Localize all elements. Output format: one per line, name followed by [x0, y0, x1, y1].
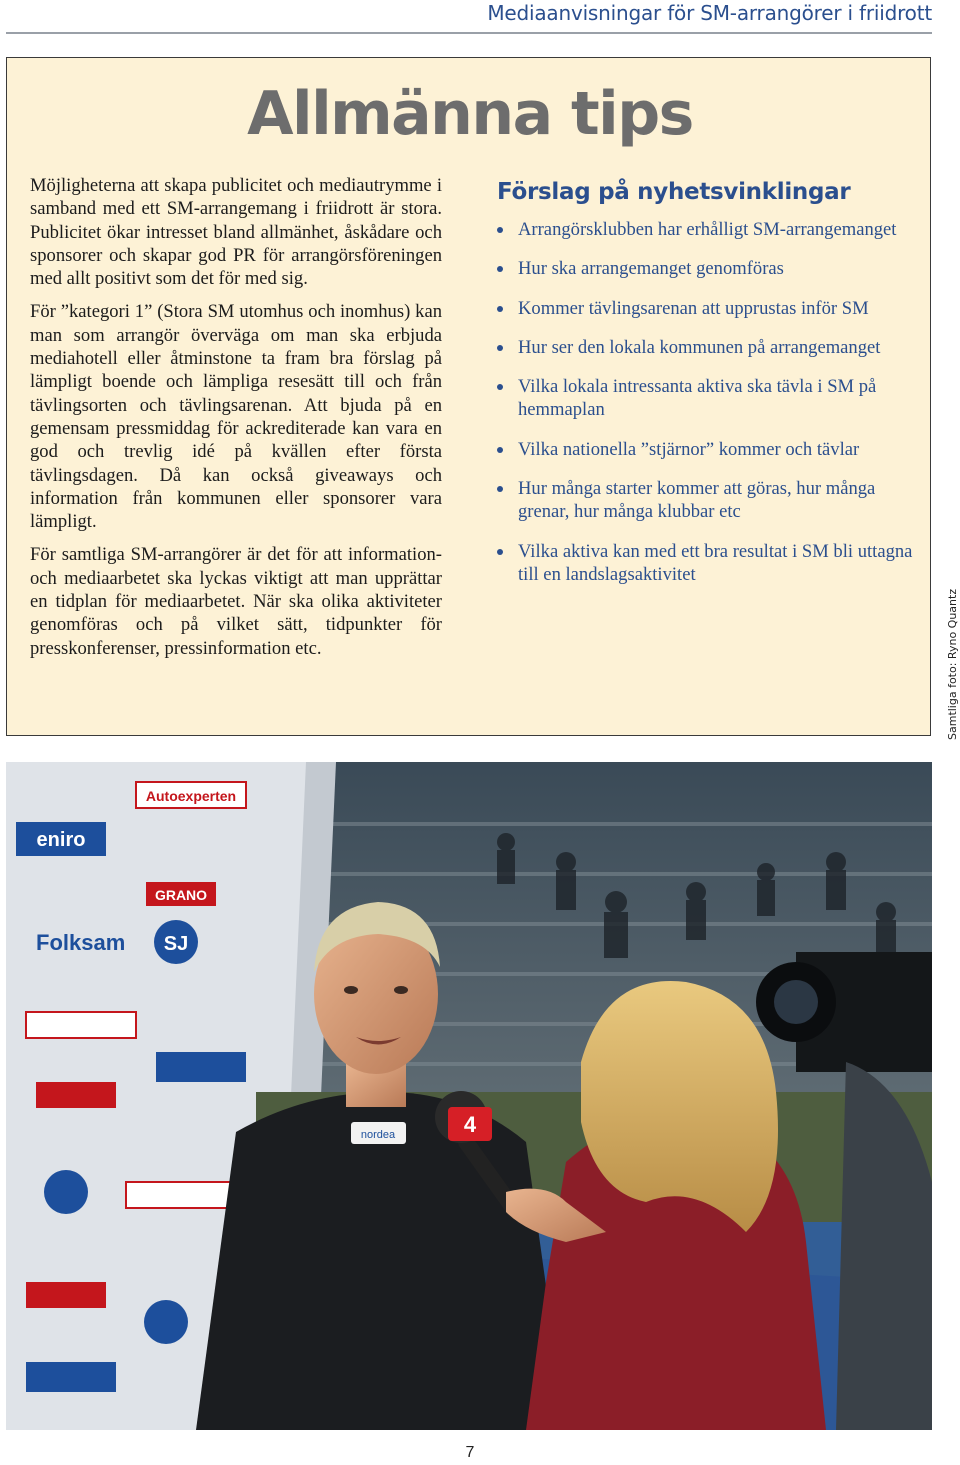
- bullet-icon: [497, 227, 503, 233]
- list-item: [497, 438, 917, 461]
- list-item-text: Hur många starter kommer att göras, hur många grenar, hur många klubbar etc: [518, 478, 876, 523]
- intro-paragraph-1: Möjligheterna att skapa publicitet och mediautrymme i samband med ett SM-arrangemang i friidrott är stora. Publicitet ökar intresset bland allmänhet, åskådare och sponsorer och skapar god PR för arrangörsföreningen med allt positivt som det för med sig.: [30, 175, 442, 290]
- photo-credit: Samtliga foto: Ryno Quantz: [946, 588, 959, 740]
- list-item: [497, 375, 917, 422]
- interview-photo-illustration: [6, 762, 932, 1430]
- bullet-icon: [497, 306, 503, 312]
- list-item: [497, 297, 917, 320]
- list-item: [497, 257, 917, 280]
- bullet-icon: [497, 486, 503, 492]
- intro-paragraph-3: För samtliga SM-arrangörer är det för att information- och mediaarbetet ska lyckas viktigt att man upprättar en tidplan för mediaarbetet. När ska olika aktiviteter genomföras och på vilket sätt, tidpunkter för presskonferenser, pressinformation etc.: [30, 544, 442, 659]
- sponsor-logo-folksam: Folksam: [36, 930, 126, 955]
- list-item-text: Hur ska arrangemanget genomföras: [518, 258, 784, 280]
- mic-flag-number: 4: [463, 1112, 477, 1137]
- bullet-icon: [497, 345, 503, 351]
- intro-text-column: [30, 174, 442, 670]
- sponsor-logo-nordea: nordea: [360, 1129, 396, 1141]
- running-header: Mediaanvisningar för SM-arrangörer i friidrott: [487, 1, 932, 25]
- sponsor-logo-grano: GRANO: [154, 887, 208, 903]
- page-title: Allmänna tips: [247, 79, 693, 149]
- list-item-text: Kommer tävlingsarenan att upprustas inför SM: [518, 297, 869, 319]
- sponsor-logo-sj: SJ: [163, 933, 189, 955]
- intro-paragraph-2: För ”kategori 1” (Stora SM utomhus och inomhus) kan man som arrangör överväga om man ska erbjuda mediahotell eller åtminstone ta fram bra förslag på lämpligt boende och lämpliga resesätt till och från tävlingsorten och tävlingsarenan. Att bjuda på en gemensam pressmiddag för ackrediterade kan vara en god och trevlig idé på kvällen efter första tävlingsdagen. Då kan också giveaways och information från kommunen eller sponsorer vara lämpligt.: [30, 301, 442, 533]
- list-item-text: Vilka aktiva kan med ett bra resultat i SM bli uttagna till en landslagsaktivitet: [518, 540, 913, 585]
- list-item-text: Vilka lokala intressanta aktiva ska tävla i SM på hemmaplan: [518, 376, 877, 421]
- list-item: [497, 477, 917, 524]
- list-item-text: Hur ser den lokala kommunen på arrangemanget: [518, 336, 881, 358]
- bullet-icon: [497, 384, 503, 390]
- interview-photo: [6, 762, 932, 1430]
- list-item-text: Arrangörsklubben har erhålligt SM-arrangemanget: [518, 219, 897, 240]
- news-angle-column: [497, 178, 917, 602]
- page-number: 7: [465, 1444, 475, 1461]
- list-item: [497, 540, 917, 587]
- bullet-icon: [497, 549, 503, 555]
- sponsor-logo-autoexperten: Autoexperten: [145, 788, 237, 804]
- news-angles-list: [497, 218, 917, 586]
- list-item: [497, 336, 917, 359]
- list-item-text: Vilka nationella ”stjärnor” kommer och tävlar: [518, 438, 860, 460]
- list-item: [497, 218, 917, 241]
- bullet-icon: [497, 266, 503, 272]
- header-divider: [6, 32, 932, 34]
- sponsor-logo-eniro: eniro: [36, 829, 86, 851]
- bullet-icon: [497, 447, 503, 453]
- news-angles-heading: Förslag på nyhetsvinklingar: [497, 179, 851, 205]
